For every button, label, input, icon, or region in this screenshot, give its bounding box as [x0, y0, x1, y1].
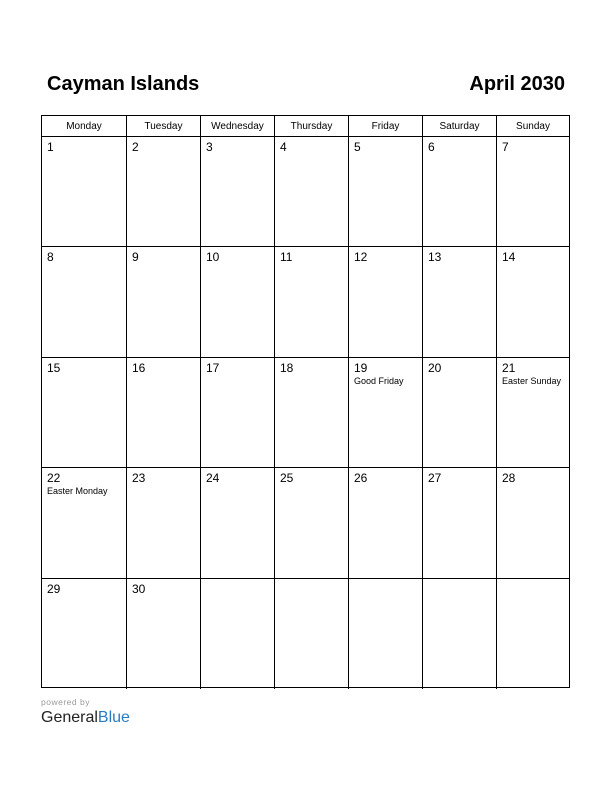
- day-number: 22: [47, 471, 61, 486]
- weekday-tuesday: Tuesday: [127, 116, 201, 136]
- day-cell: [497, 468, 569, 577]
- weekday-saturday: Saturday: [423, 116, 497, 136]
- day-cell: [423, 137, 497, 246]
- day-number: 2: [132, 140, 139, 154]
- day-number: 25: [280, 471, 294, 486]
- weekday-header-row: [42, 116, 569, 137]
- day-cell: [275, 247, 349, 356]
- day-cell: [127, 137, 201, 246]
- day-number: 12: [354, 250, 368, 265]
- day-number: 16: [132, 360, 146, 375]
- day-number: 10: [206, 250, 220, 265]
- week-row: [42, 579, 569, 689]
- week-row: [42, 247, 569, 357]
- day-cell: [42, 137, 127, 246]
- day-number: 5: [354, 140, 361, 154]
- day-cell: [275, 137, 349, 246]
- day-cell: [42, 247, 127, 356]
- day-cell: [275, 358, 349, 467]
- day-cell: [127, 468, 201, 577]
- day-cell: [349, 358, 423, 467]
- day-cell: [201, 247, 275, 356]
- day-cell: [275, 579, 349, 689]
- day-cell: [201, 137, 275, 246]
- day-cell: [349, 247, 423, 356]
- week-row: [42, 137, 569, 247]
- day-cell: [42, 468, 127, 577]
- brand-part-general: General: [41, 709, 98, 726]
- calendar-grid: [41, 115, 570, 688]
- weekday-thursday: Thursday: [275, 116, 349, 136]
- brand-logo: [41, 708, 130, 728]
- day-cell: [201, 358, 275, 467]
- day-number: 23: [132, 471, 146, 486]
- day-cell: [349, 468, 423, 577]
- day-number: 30: [132, 581, 146, 596]
- day-number: 29: [47, 581, 61, 596]
- day-cell: [201, 468, 275, 577]
- day-cell: [201, 579, 275, 689]
- day-number: 17: [206, 360, 220, 375]
- day-number: 9: [132, 250, 139, 265]
- day-cell: [42, 579, 127, 689]
- day-cell: [423, 358, 497, 467]
- day-number: 28: [502, 471, 516, 486]
- day-cell: [497, 358, 569, 467]
- day-cell: [423, 247, 497, 356]
- day-number: 11: [280, 250, 293, 265]
- day-cell: [275, 468, 349, 577]
- day-cell: [497, 579, 569, 689]
- day-cell: [349, 579, 423, 689]
- weekday-wednesday: Wednesday: [201, 116, 275, 136]
- day-number: 26: [354, 471, 368, 486]
- day-cell: [349, 137, 423, 246]
- month-year-title: April 2030: [469, 73, 565, 95]
- day-cell: [127, 579, 201, 689]
- day-number: 1: [47, 140, 54, 154]
- day-cell: [497, 247, 569, 356]
- weekday-friday: Friday: [349, 116, 423, 136]
- week-row: [42, 358, 569, 468]
- day-number: 18: [280, 360, 294, 375]
- day-cell: [127, 247, 201, 356]
- day-cell: [423, 579, 497, 689]
- day-number: 20: [428, 360, 442, 375]
- calendar-header: [47, 72, 565, 98]
- week-row: [42, 468, 569, 578]
- holiday-label: Easter Sunday: [502, 375, 562, 386]
- day-number: 8: [47, 250, 54, 265]
- day-number: 6: [428, 140, 435, 154]
- day-number: 13: [428, 250, 442, 265]
- day-cell: [423, 468, 497, 577]
- day-number: 3: [206, 140, 213, 154]
- day-number: 27: [428, 471, 442, 486]
- day-number: 4: [280, 140, 287, 154]
- brand-part-blue: Blue: [97, 709, 130, 726]
- day-number: 24: [206, 471, 220, 486]
- day-cell: [497, 137, 569, 246]
- day-number: 19: [354, 360, 368, 375]
- day-number: 7: [502, 140, 509, 154]
- country-title: Cayman Islands: [47, 73, 200, 95]
- weekday-sunday: Sunday: [516, 121, 550, 132]
- day-number: 21: [502, 360, 516, 375]
- powered-by-text: powered by: [41, 697, 90, 707]
- weekday-monday: Monday: [42, 116, 127, 136]
- holiday-label: Good Friday: [354, 375, 404, 386]
- day-cell: [42, 358, 127, 467]
- holiday-label: Easter Monday: [47, 486, 108, 497]
- day-cell: [127, 358, 201, 467]
- footer-branding: [41, 697, 130, 728]
- day-number: 15: [47, 360, 61, 375]
- day-number: 14: [502, 250, 516, 265]
